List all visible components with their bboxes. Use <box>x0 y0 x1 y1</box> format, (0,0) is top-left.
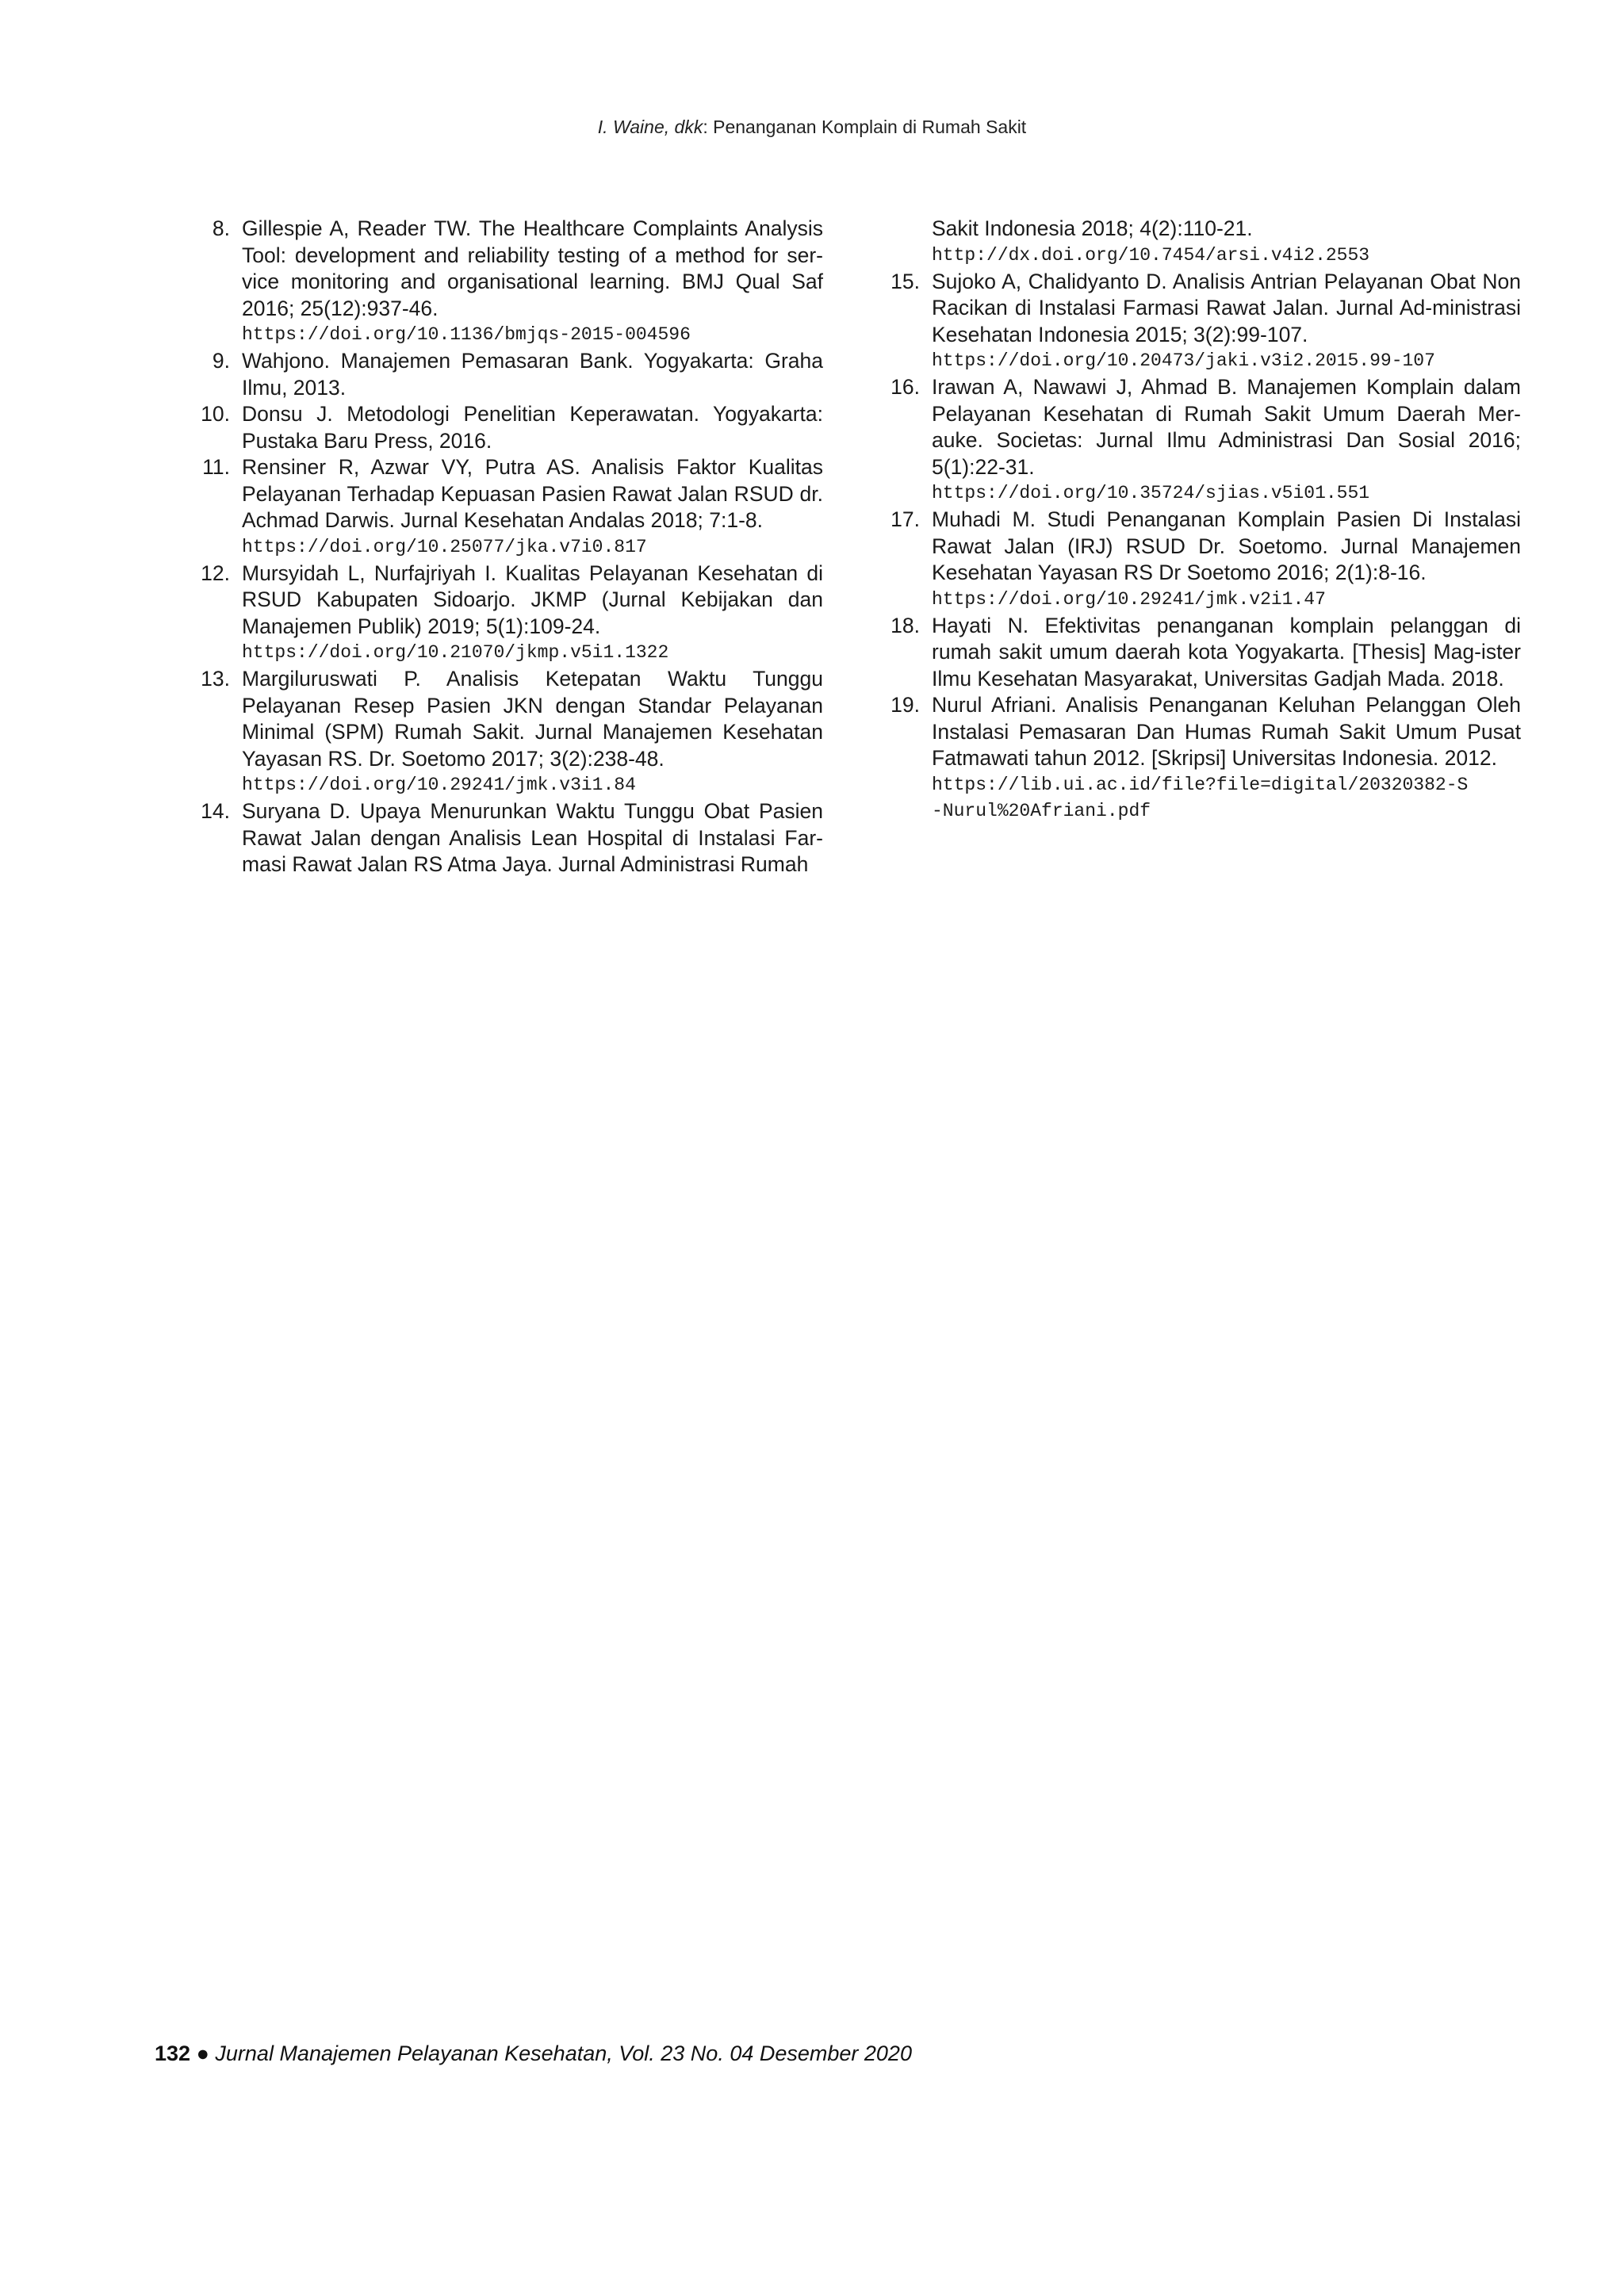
reference-number: 8. <box>212 216 230 240</box>
reference-doi-link[interactable]: https://doi.org/10.29241/jmk.v2i1.47 <box>932 588 1326 610</box>
reference-doi-link[interactable]: https://doi.org/10.21070/jkmp.v5i1.1322 <box>242 642 669 663</box>
reference-item <box>197 216 823 348</box>
reference-doi-link[interactable]: https://doi.org/10.35724/sjias.v5i01.551 <box>932 483 1370 503</box>
reference-item <box>197 454 823 561</box>
reference-list-right <box>887 216 1521 825</box>
reference-text: Gillespie A, Reader TW. The Healthcare Complaints Analysis Tool: development and reliability testing of a method for ser-vice monitoring and organisational learning. BMJ Qual Saf 2016; 25(12):937-46. <box>242 216 823 320</box>
reference-text: Margiluruswati P. Analisis Ketepatan Waktu Tunggu Pelayanan Resep Pasien JKN dengan Standar Pelayanan Minimal (SPM) Rumah Sakit. Jurnal Manajemen Kesehatan Yayasan RS. Dr. Soetomo 2017; 3(2):238-48. <box>242 667 823 771</box>
reference-doi-link[interactable]: https://doi.org/10.29241/jmk.v3i1.84 <box>242 775 636 795</box>
reference-text: Wahjono. Manajemen Pemasaran Bank. Yogyakarta: Graha Ilmu, 2013. <box>242 349 823 400</box>
page-number: 132 <box>155 2042 191 2065</box>
journal-citation: Jurnal Manajemen Pelayanan Kesehatan, Vol. 23 No. 04 Desember 2020 <box>215 2042 912 2065</box>
reference-doi-link[interactable]: https://doi.org/10.25077/jka.v7i0.817 <box>242 536 647 557</box>
reference-number: 13. <box>201 667 230 691</box>
reference-text: Suryana D. Upaya Menurunkan Waktu Tunggu Obat Pasien Rawat Jalan dengan Analisis Lean Hospital di Instalasi Far-masi Rawat Jalan RS Atma Jaya. Jurnal Administrasi Rumah <box>242 799 823 876</box>
reference-number: 18. <box>891 613 920 637</box>
page-footer <box>155 2042 912 2066</box>
reference-doi-link[interactable]: http://dx.doi.org/10.7454/arsi.v4i2.2553 <box>932 244 1370 266</box>
reference-item <box>887 269 1521 375</box>
reference-item <box>197 348 823 401</box>
reference-text: Mursyidah L, Nurfajriyah I. Kualitas Pelayanan Kesehatan di RSUD Kabupaten Sidoarjo. JKMP (Jurnal Kebijakan dan Manajemen Publik) 2019; 5(1):109-24. <box>242 561 823 638</box>
reference-list-left <box>197 216 823 878</box>
reference-doi-link[interactable]: https://lib.ui.ac.id/file?file=digital/20320382-S -Nurul%20Afriani.pdf <box>932 774 1469 821</box>
reference-number: 17. <box>891 507 920 531</box>
reference-text: Sujoko A, Chalidyanto D. Analisis Antrian Pelayanan Obat Non Racikan di Instalasi Farmasi Rawat Jalan. Jurnal Ad-ministrasi Kesehatan Indonesia 2015; 3(2):99-107. <box>932 269 1521 346</box>
reference-number: 10. <box>201 402 230 426</box>
reference-number: 12. <box>201 561 230 585</box>
reference-number: 11. <box>202 455 230 479</box>
bullet-icon: ● <box>196 2042 209 2065</box>
reference-item <box>197 401 823 454</box>
reference-number: 16. <box>891 375 920 399</box>
reference-number: 14. <box>201 799 230 823</box>
reference-item <box>887 613 1521 693</box>
running-header <box>0 117 1624 138</box>
reference-number: 19. <box>891 693 920 717</box>
reference-item <box>197 666 823 798</box>
reference-item <box>887 507 1521 613</box>
reference-text: Hayati N. Efektivitas penanganan komplain pelanggan di rumah sakit umum daerah kota Yogyakarta. [Thesis] Mag-ister Ilmu Kesehatan Masyarakat, Universitas Gadjah Mada. 2018. <box>932 613 1521 691</box>
reference-item <box>887 374 1521 507</box>
reference-text: Rensiner R, Azwar VY, Putra AS. Analisis Faktor Kualitas Pelayanan Terhadap Kepuasan Pasien Rawat Jalan RSUD dr. Achmad Darwis. Jurnal Kesehatan Andalas 2018; 7:1-8. <box>242 455 823 532</box>
header-separator: : <box>703 117 708 137</box>
reference-text: Nurul Afriani. Analisis Penanganan Keluhan Pelanggan Oleh Instalasi Pemasaran Dan Humas Rumah Sakit Umum Pusat Fatmawati tahun 2012. [Skripsi] Universitas Indonesia. 2012. <box>932 693 1521 770</box>
reference-item <box>887 692 1521 825</box>
header-authors: I. Waine, dkk <box>597 117 703 137</box>
reference-text: Sakit Indonesia 2018; 4(2):110-21. <box>932 216 1253 240</box>
reference-number: 15. <box>891 269 920 293</box>
header-title: Penanganan Komplain di Rumah Sakit <box>713 117 1027 137</box>
reference-continuation <box>887 216 1521 269</box>
reference-item <box>197 798 823 878</box>
reference-text: Muhadi M. Studi Penanganan Komplain Pasien Di Instalasi Rawat Jalan (IRJ) RSUD Dr. Soetomo. Jurnal Manajemen Kesehatan Yayasan RS Dr Soetomo 2016; 2(1):8-16. <box>932 507 1521 584</box>
reference-text: Irawan A, Nawawi J, Ahmad B. Manajemen Komplain dalam Pelayanan Kesehatan di Rumah Sakit Umum Daerah Mer-auke. Societas: Jurnal Ilmu Administrasi Dan Sosial 2016; 5(1):22-31. <box>932 375 1521 479</box>
reference-doi-link[interactable]: https://doi.org/10.1136/bmjqs-2015-004596 <box>242 324 691 345</box>
reference-number: 9. <box>212 349 230 373</box>
reference-doi-link[interactable]: https://doi.org/10.20473/jaki.v3i2.2015.99-107 <box>932 350 1435 371</box>
reference-item <box>197 561 823 667</box>
reference-text: Donsu J. Metodologi Penelitian Keperawatan. Yogyakarta: Pustaka Baru Press, 2016. <box>242 402 823 453</box>
